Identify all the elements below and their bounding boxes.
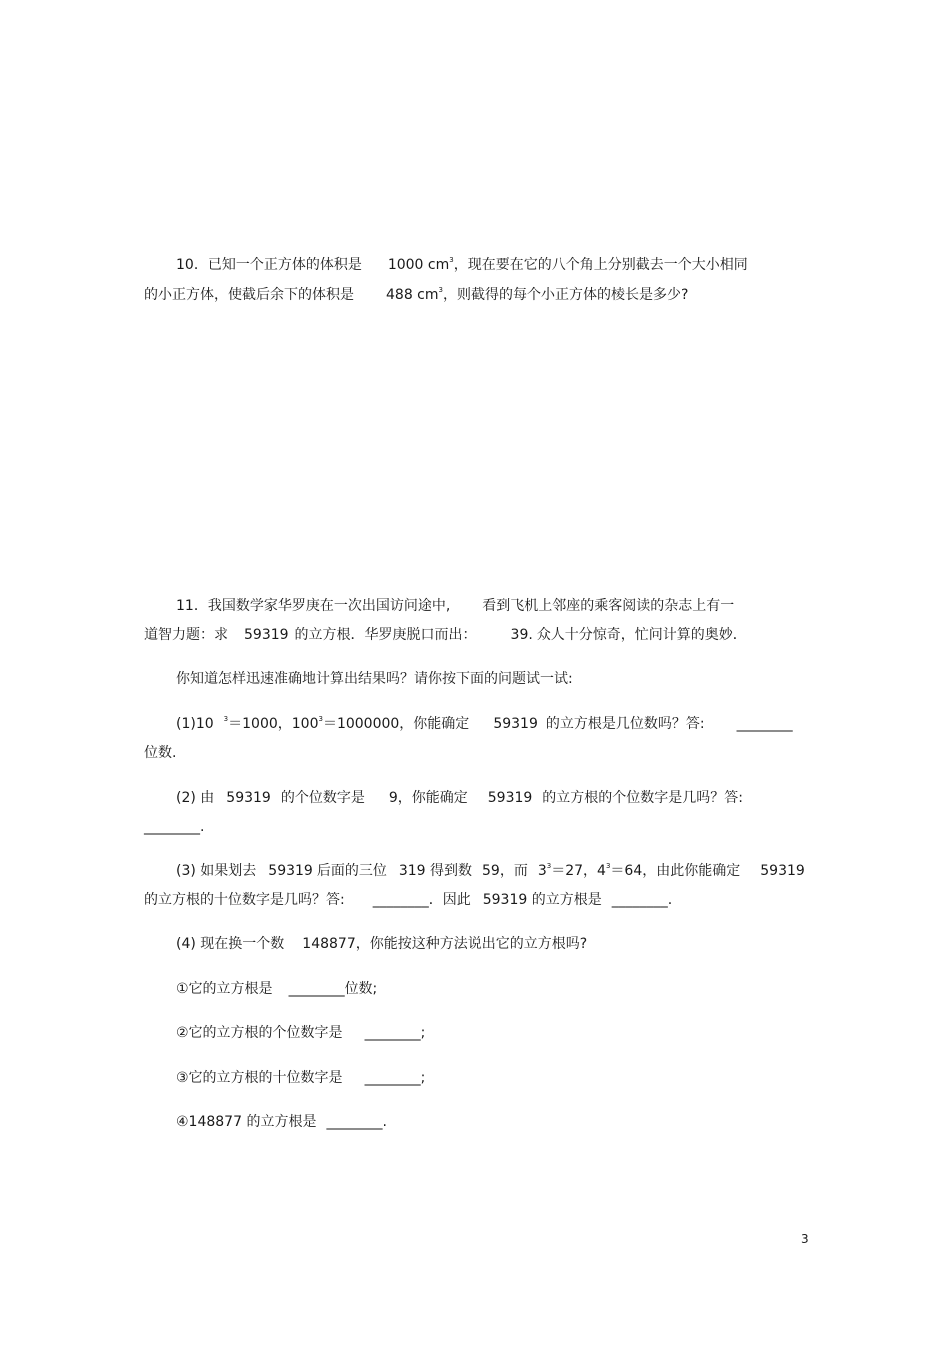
sub3-number: 59319 bbox=[268, 863, 313, 879]
sub3-exp-1: 3 bbox=[546, 862, 552, 870]
sub3-text-f: ＝27，4 bbox=[551, 863, 606, 879]
sub3-blank-2: ________. bbox=[611, 892, 673, 908]
q11-sub4-item-2 bbox=[176, 1023, 425, 1043]
sub2-text-b: 的个位数字是 bbox=[280, 790, 365, 806]
q11-line-2 bbox=[144, 625, 747, 645]
sub3-question: 的立方根的十位数字是几吗？答: bbox=[144, 892, 345, 908]
sub2-answer-blank: ________. bbox=[144, 819, 205, 835]
item2-blank: ________; bbox=[364, 1025, 426, 1041]
sub3-text-c: 319 得到数 bbox=[398, 863, 472, 879]
sub3-text-g: ＝64，由此你能确定 bbox=[610, 863, 741, 879]
sub1-text-b: ＝1000，100 bbox=[228, 716, 319, 732]
q10-volume-value: 1000 cm bbox=[387, 257, 450, 273]
q10-question: ，则截得的每个小正方体的棱长是多少? bbox=[442, 287, 689, 303]
sub2-number-2: 59319 bbox=[487, 790, 533, 806]
q10-remaining-volume: 488 cm bbox=[386, 287, 439, 303]
item2-text: ②它的立方根的个位数字是 bbox=[176, 1025, 343, 1041]
q11-text-2: 看到飞机上邻座的乘客阅读的杂志上有一 bbox=[482, 598, 735, 614]
q10-line-1 bbox=[176, 255, 748, 275]
q11-sub4-item-1 bbox=[176, 979, 377, 999]
q11-text-1: 11．我国数学家华罗庚在一次出国访问途中, bbox=[176, 598, 451, 614]
sub1-answer-blank: ________ bbox=[736, 716, 793, 732]
sub3-base-3: 3 bbox=[537, 863, 547, 879]
sub3-number-2: 59319 bbox=[760, 863, 805, 879]
q11-sub3-line-1 bbox=[176, 861, 805, 881]
sub1-text-c: ＝1000000，你能确定 bbox=[322, 716, 470, 732]
q11-puzzle-number: 59319 bbox=[244, 627, 289, 643]
sub3-text-d: 59，而 bbox=[482, 863, 528, 879]
q11-sub3-line-2 bbox=[144, 890, 672, 910]
page-number: 3 bbox=[801, 1232, 809, 1246]
item3-text: ③它的立方根的十位数字是 bbox=[176, 1070, 343, 1086]
q11-sub4-item-3 bbox=[176, 1068, 425, 1088]
q10-remaining-exponent: 3 bbox=[438, 286, 443, 294]
q11-sub2-line-2 bbox=[144, 817, 204, 837]
sub1-continuation: 位数. bbox=[144, 745, 177, 761]
q11-puzzle-text: 道智力题：求 bbox=[144, 627, 228, 643]
sub1-exp-2: 3 bbox=[318, 715, 323, 723]
q11-intro bbox=[176, 669, 573, 689]
sub3-result-text: 59319 的立方根是 bbox=[482, 892, 602, 908]
q11-intro-text: 你知道怎样迅速准确地计算出结果吗？请你按下面的问题试一试: bbox=[176, 671, 573, 687]
q11-sub4-item-4 bbox=[176, 1112, 387, 1132]
q11-sub2-line-1 bbox=[176, 788, 743, 808]
q10-text-prefix: 10．已知一个正方体的体积是 bbox=[176, 257, 362, 273]
sub3-text-b: 后面的三位 bbox=[316, 863, 387, 879]
q10-text-prefix-2: 的小正方体，使截后余下的体积是 bbox=[144, 287, 354, 303]
q11-answer: 39. bbox=[510, 627, 533, 643]
sub1-exp-1: 3 bbox=[223, 715, 229, 723]
q10-volume-exponent: 3 bbox=[449, 256, 454, 264]
sub4-number: 148877，你能按这种方法说出它的立方根吗? bbox=[302, 936, 588, 952]
sub3-blank-1: ________．因此 bbox=[372, 892, 471, 908]
q11-line-1 bbox=[176, 596, 734, 616]
sub4-text-a: (4) 现在换一个数 bbox=[176, 936, 285, 952]
item4-text: ④148877 的立方根是 bbox=[176, 1114, 317, 1130]
item4-blank: ________. bbox=[326, 1114, 387, 1130]
q10-line-2 bbox=[144, 285, 688, 305]
q11-puzzle-text-2: 的立方根．华罗庚脱口而出： bbox=[294, 627, 477, 643]
sub2-question: 的立方根的个位数字是几吗？答: bbox=[542, 790, 744, 806]
item1-text: ①它的立方根是 bbox=[176, 981, 273, 997]
sub2-digit: 9，你能确定 bbox=[388, 790, 468, 806]
sub2-text-a: (2) 由 bbox=[176, 790, 215, 806]
item1-blank: ________位数; bbox=[288, 981, 378, 997]
q10-text-suffix: ，现在要在它的八个角上分别截去一个大小相同 bbox=[453, 257, 748, 273]
sub3-text-a: (3) 如果划去 bbox=[176, 863, 257, 879]
sub2-number: 59319 bbox=[226, 790, 271, 806]
q11-sub4-line bbox=[176, 934, 587, 954]
sub3-exp-2: 3 bbox=[605, 862, 611, 870]
q11-sub1-line-1 bbox=[176, 714, 793, 734]
sub1-text-a: (1)10 bbox=[176, 716, 214, 732]
sub1-question: 的立方根是几位数吗？答: bbox=[545, 716, 705, 732]
q11-puzzle-text-3: 众人十分惊奇，忙问计算的奥妙． bbox=[536, 627, 747, 643]
sub1-number: 59319 bbox=[493, 716, 538, 732]
item3-blank: ________; bbox=[364, 1070, 426, 1086]
q11-sub1-line-2 bbox=[144, 743, 176, 763]
